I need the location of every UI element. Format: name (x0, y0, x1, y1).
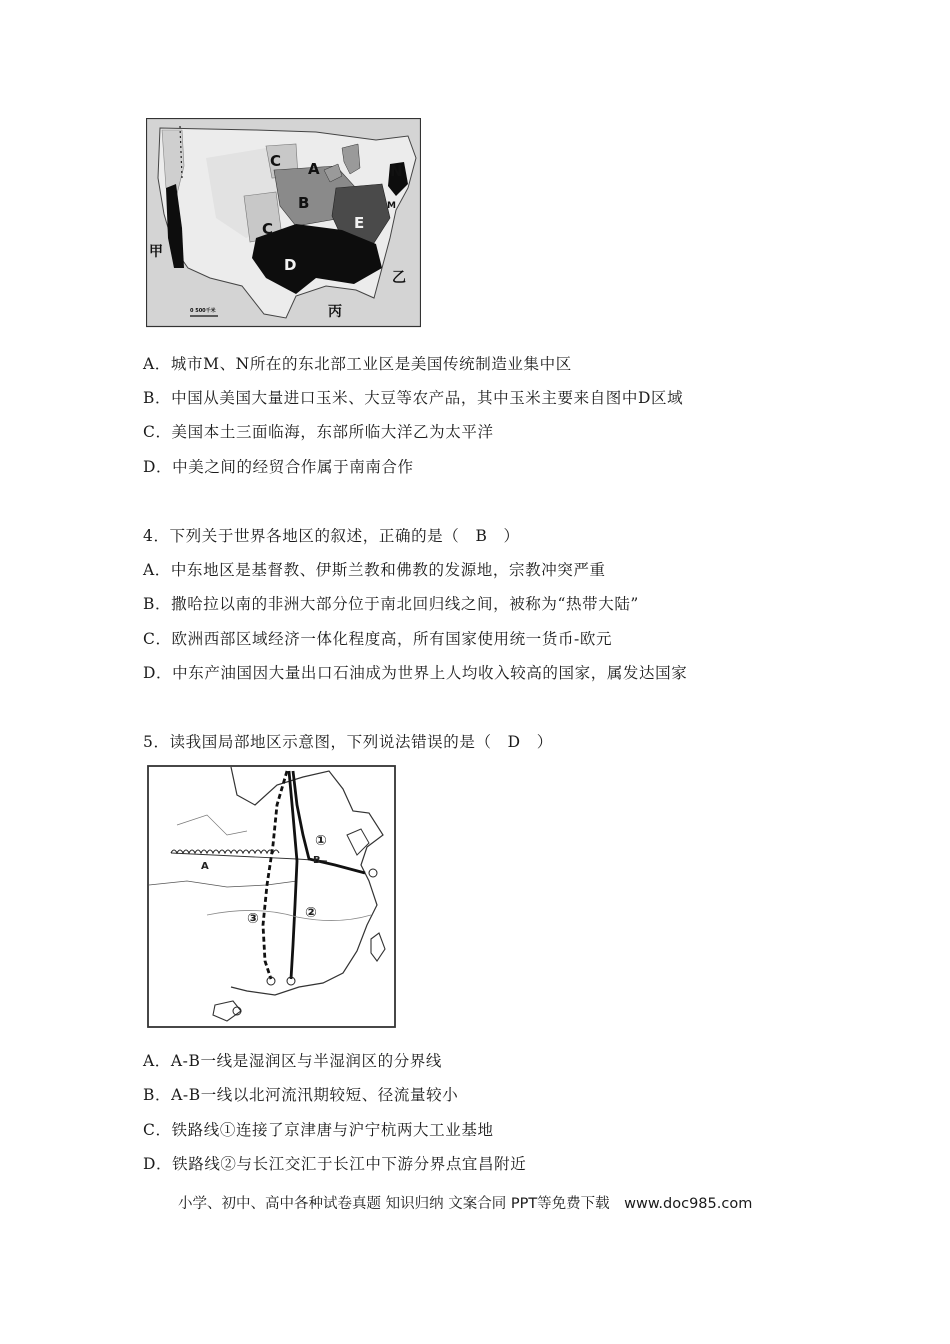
region-label-e: E (354, 214, 365, 232)
ocean-label-jia: 甲 (149, 244, 163, 260)
q5-stem: 5．读我国局部地区示意图，下列说法错误的是（ D ） (143, 733, 553, 751)
q4-stem: 4．下列关于世界各地区的叙述，正确的是（ B ） (143, 527, 520, 545)
q4-option-d: D．中东产油国因大量出口石油成为世界上人均收入较高的国家，属发达国家 (143, 664, 688, 682)
region-label-c-north: C (270, 152, 282, 170)
railway-label-3: ③ (247, 911, 259, 927)
line-label-b: B (313, 855, 321, 866)
q4-option-b: B．撒哈拉以南的非洲大部分位于南北回归线之间，被称为“热带大陆” (143, 595, 639, 613)
footer-banner: 小学、初中、高中各种试卷真题 知识归纳 文案合同 PPT等免费下载 www.doc985.com (178, 1196, 753, 1212)
region-label-c-south: C (262, 220, 274, 238)
sea-label-bing: 丙 (328, 304, 342, 320)
q4-option-a: A．中东地区是基督教、伊斯兰教和佛教的发源地，宗教冲突严重 (143, 561, 606, 579)
line-label-a: A (201, 861, 209, 872)
railway-label-1: ① (315, 833, 327, 849)
railway-label-2: ② (305, 905, 317, 921)
q3-option-c: C．美国本土三面临海，东部所临大洋乙为太平洋 (143, 423, 494, 441)
city-label-m: M (387, 201, 396, 211)
region-label-b: B (298, 194, 310, 212)
usa-map (146, 118, 421, 328)
scale-label: 0 500千米 (190, 308, 216, 314)
q4-option-c: C．欧洲西部区域经济一体化程度高，所有国家使用统一货币-欧元 (143, 630, 613, 648)
q5-option-d: D．铁路线②与长江交汇于长江中下游分界点宜昌附近 (143, 1155, 527, 1173)
q3-option-a: A．城市M、N所在的东北部工业区是美国传统制造业集中区 (143, 355, 572, 373)
region-label-a: A (308, 160, 320, 178)
q5-option-a: A．A-B一线是湿润区与半湿润区的分界线 (143, 1052, 443, 1070)
china-map (147, 765, 396, 1028)
q5-option-c: C．铁路线①连接了京津唐与沪宁杭两大工业基地 (143, 1121, 494, 1139)
ocean-label-yi: 乙 (392, 270, 406, 286)
q3-option-d: D．中美之间的经贸合作属于南南合作 (143, 458, 414, 476)
region-label-d: D (284, 256, 297, 274)
q3-option-b: B．中国从美国大量进口玉米、大豆等农产品，其中玉米主要来自图中D区域 (143, 389, 684, 407)
q5-option-b: B．A-B一线以北河流汛期较短、径流量较小 (143, 1086, 459, 1104)
city-label-n: N (390, 162, 403, 180)
